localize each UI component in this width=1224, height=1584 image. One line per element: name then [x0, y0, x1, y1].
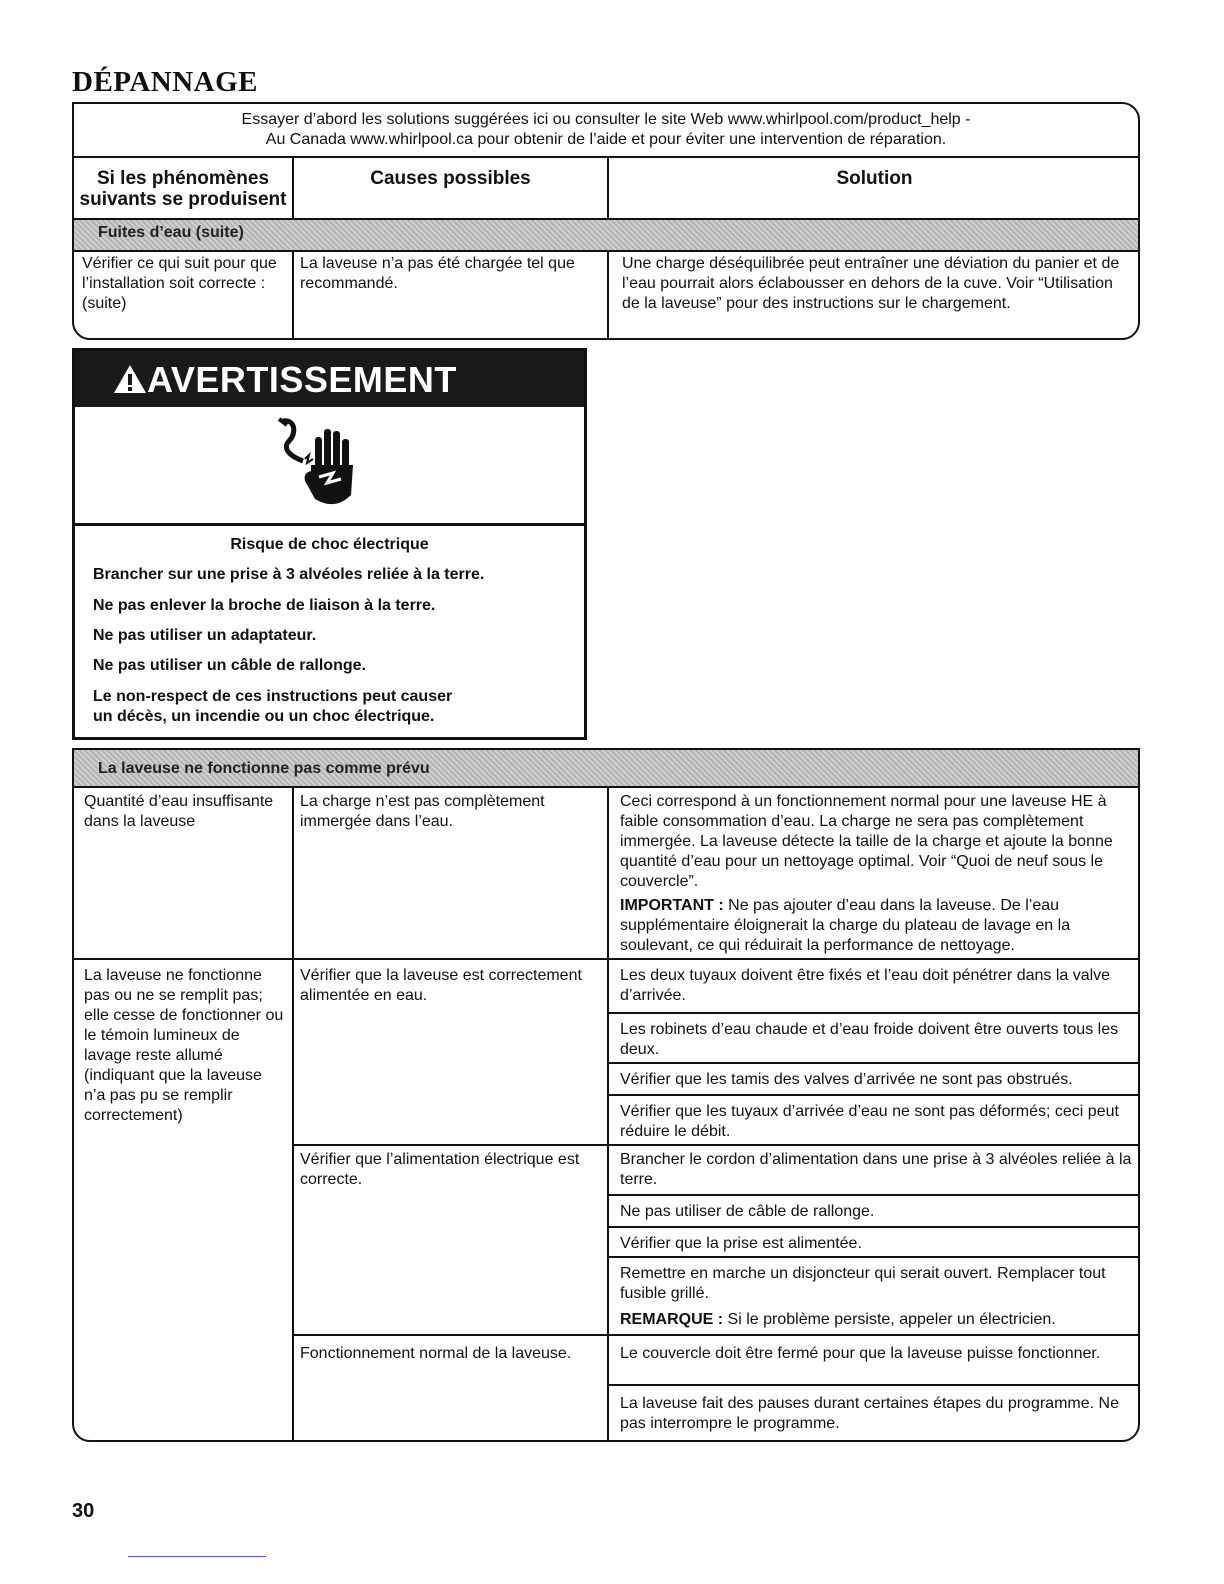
intro-line-1: Essayer d’abord les solutions suggérées ici ou consulter le site Web www.whirlpool.com/product_help -: [241, 111, 971, 128]
solution-screens: Vérifier que les tamis des valves d’arrivée ne sont pas obstrués.: [620, 1071, 1073, 1088]
solution-no-extension: Ne pas utiliser de câble de rallonge.: [620, 1203, 875, 1220]
solution-breaker: Remettre en marche un disjoncteur qui serait ouvert. Remplacer tout fusible grillé.: [620, 1265, 1106, 1302]
row2-cause-power: Vérifier que l’alimentation électrique est correcte.: [300, 1151, 580, 1188]
divider: [292, 1144, 1140, 1146]
divider: [74, 156, 1138, 158]
row2-cause-water: Vérifier que la laveuse est correctement alimentée en eau.: [300, 967, 582, 1004]
solution-faucets-open: Les robinets d’eau chaude et d’eau froide doivent être ouverts tous les deux.: [620, 1021, 1119, 1058]
header-problem: [74, 168, 292, 210]
divider: [292, 786, 294, 1442]
warning-icon-area: [75, 407, 584, 526]
leaks-solution: Une charge déséquilibrée peut entraîner une déviation du panier et de l’eau pourrait alors éclabousser en dehors de la cuve. Voir “Utilisation de la laveuse” pour des instructions sur le chargement.: [622, 255, 1120, 312]
solution-outlet-powered: Vérifier que la prise est alimentée.: [620, 1235, 862, 1252]
divider: [607, 1194, 1140, 1196]
important-label: IMPORTANT :: [620, 897, 724, 914]
warning-line-6: un décès, un incendie ou un choc électrique.: [93, 708, 435, 725]
electric-shock-hand-icon: [275, 415, 365, 515]
warning-line-3: Ne pas utiliser un adaptateur.: [93, 627, 317, 644]
row1-solution: Ceci correspond à un fonctionnement normal pour une laveuse HE à faible consommation d’eau. La charge ne sera pas complètement immergée. La laveuse détecte la taille de la charge et ajoute la bonne quantité d’eau pour un nettoyage optimal. Voir “Quoi de neuf sous le couvercle”.: [620, 793, 1113, 890]
troubleshooting-table-bottom: [72, 748, 1140, 1442]
intro-text: [74, 110, 1138, 150]
warning-line-5: Le non-respect de ces instructions peut causer: [93, 688, 453, 705]
divider: [74, 958, 1138, 960]
divider: [607, 1062, 1140, 1064]
header-problem-line-2: suivants se produisent: [79, 189, 287, 210]
divider: [607, 1384, 1140, 1386]
page-number: 30: [72, 1500, 95, 1522]
troubleshooting-table-top: [72, 102, 1140, 340]
divider: [607, 252, 609, 340]
remark-label: REMARQUE :: [620, 1311, 724, 1328]
warning-line-2: Ne pas enlever la broche de liaison à la terre.: [93, 597, 436, 614]
row1-important: [620, 896, 1134, 956]
header-problem-line-1: Si les phénomènes: [96, 168, 270, 189]
section-band-leaks: [74, 218, 1138, 252]
divider: [607, 1256, 1140, 1258]
row1-cause: La charge n’est pas complètement immergée dans l’eau.: [300, 793, 545, 830]
header-solution: Solution: [836, 168, 913, 189]
warning-risk: Risque de choc électrique: [230, 536, 429, 553]
section-band-not-working: [74, 750, 1138, 788]
row2-cause-normal: Fonctionnement normal de la laveuse.: [300, 1345, 572, 1362]
row1-problem: Quantité d’eau insuffisante dans la laveuse: [84, 793, 274, 830]
header-causes: Causes possibles: [370, 168, 531, 189]
solution-pauses: La laveuse fait des pauses durant certaines étapes du programme. Ne pas interrompre le programme.: [620, 1395, 1119, 1432]
solution-lid-closed: Le couvercle doit être fermé pour que la laveuse puisse fonctionner.: [620, 1345, 1101, 1362]
warning-title: AVERTISSEMENT: [147, 359, 457, 400]
footer-rule: [128, 1556, 266, 1557]
page-title: DÉPANNAGE: [72, 66, 259, 98]
leaks-problem: Vérifier ce qui suit pour que l’installation soit correcte : (suite): [82, 255, 277, 312]
warning-header: [75, 351, 584, 407]
warning-line-1: Brancher sur une prise à 3 alvéoles reliée à la terre.: [93, 566, 485, 583]
divider: [292, 1334, 1140, 1336]
row2-problem: La laveuse ne fonctionne pas ou ne se remplit pas; elle cesse de fonctionner ou le témoin lumineux de lavage reste allumé (indiquant que la laveuse n’a pas pu se remplir correctement): [84, 967, 284, 1124]
divider: [607, 1012, 1140, 1014]
warning-box: [72, 348, 587, 740]
leaks-cause: La laveuse n’a pas été chargée tel que recommandé.: [300, 255, 575, 292]
divider: [607, 786, 609, 1442]
section-title-not-working: La laveuse ne fonctionne pas comme prévu: [98, 760, 430, 777]
important-text: Ne pas ajouter d’eau dans la laveuse. De l’eau supplémentaire éloignerait la charge du plateau de lavage en la soulevant, ce qui réduirait la performance de nettoyage.: [620, 897, 1071, 954]
solution-hoses-kinked: Vérifier que les tuyaux d’arrivée d’eau ne sont pas déformés; ceci peut réduire le débit.: [620, 1103, 1119, 1140]
remark-text: Si le problème persiste, appeler un électricien.: [723, 1311, 1056, 1328]
warning-line-4: Ne pas utiliser un câble de rallonge.: [93, 657, 366, 674]
divider: [292, 252, 294, 340]
divider: [607, 1094, 1140, 1096]
solution-hoses-attached: Les deux tuyaux doivent être fixés et l’eau doit pénétrer dans la valve d’arrivée.: [620, 967, 1111, 1004]
solution-plug-grounded: Brancher le cordon d’alimentation dans une prise à 3 alvéoles reliée à la terre.: [620, 1151, 1132, 1188]
intro-line-2: Au Canada www.whirlpool.ca pour obtenir de l’aide et pour éviter une intervention de réparation.: [265, 131, 947, 148]
section-title-leaks: Fuites d’eau (suite): [98, 224, 244, 241]
remark: [620, 1310, 1134, 1330]
warning-triangle-icon: [113, 363, 147, 395]
divider: [607, 1226, 1140, 1228]
